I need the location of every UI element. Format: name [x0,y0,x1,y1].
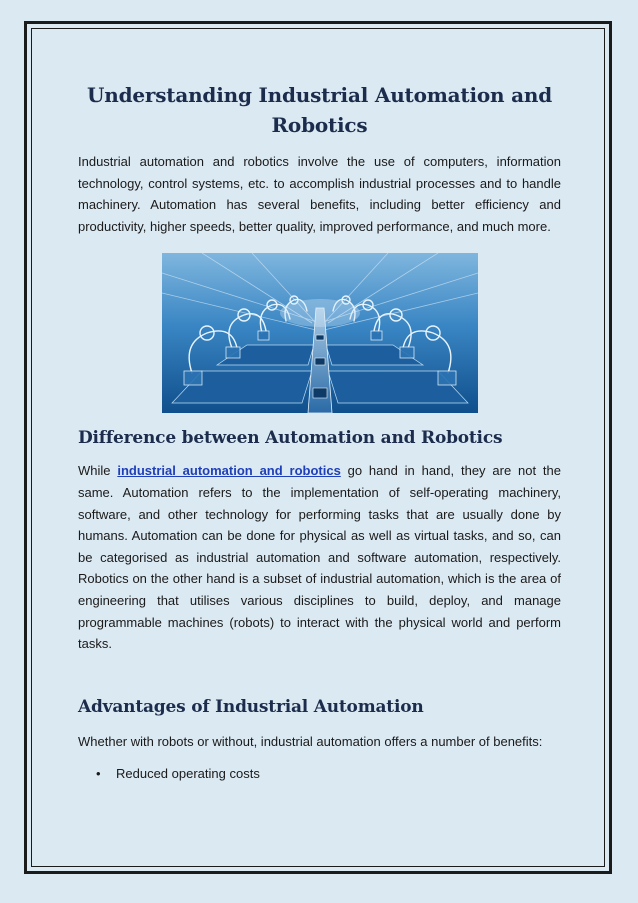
list-item-text: Reduced operating costs [116,766,260,782]
difference-paragraph [78,460,561,654]
difference-lead-text: While [78,463,118,479]
industrial-automation-link[interactable]: industrial automation and robotics [117,463,341,479]
section-heading-advantages: Advantages of Industrial Automation [78,696,424,717]
list-item [96,764,561,784]
difference-body-text: go hand in hand, they are not the same. Automation refers to the implementation of self-operating machinery, software, and other technology for performing tasks that are usually done by humans. Automation can be done for physical as well as virtual tasks, and so, can be categorised as industrial automation and software automation, respectively. Robotics on the other hand is a subset of industrial automation, which is the area of engineering that utilises various disciplines to build, deploy, and manage programmable machines (robots) to interact with the physical world and perform tasks. [78,463,561,652]
advantages-intro: Whether with robots or without, industrial automation offers a number of benefits: [78,733,543,749]
intro-paragraph: Industrial automation and robotics involve the use of computers, information technology, control systems, etc. to accomplish industrial processes and to handle machinery. Automation has several benefits, including better efficiency and productivity, higher speeds, better quality, improved performance, and much more. [78,154,561,234]
robot-assembly-line-image [162,253,478,413]
bullet-icon: • [96,766,101,782]
document-body [78,80,561,784]
document-title: Understanding Industrial Automation and Robotics [87,83,552,137]
advantages-list [78,764,561,784]
section-heading-difference: Difference between Automation and Robotics [78,428,503,449]
